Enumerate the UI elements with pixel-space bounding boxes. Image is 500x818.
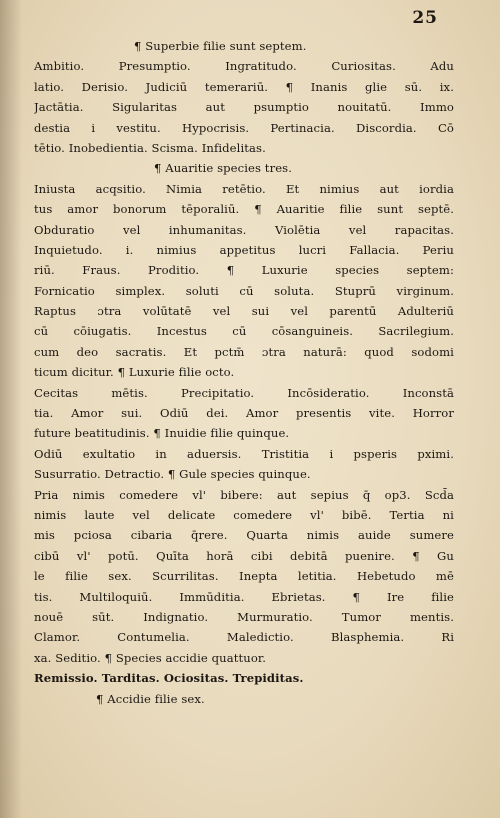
- text-line: ticum dicitur. ¶ Luxurie filie octo.: [34, 365, 235, 380]
- text-line: Pria nimis comedere vl' bibere: aut sepius q̄ op3. Scd̄a: [34, 487, 454, 502]
- text-line: cum deo sacratis. Et pctm̄ ɔtra naturā: quod sodomi: [34, 344, 454, 359]
- text-line: tētio. Inobedientia. Scisma. Infidelitas.: [34, 140, 266, 155]
- text-line: tia. Amor sui. Odiū dei. Amor presentis vite. Horror: [34, 406, 454, 421]
- text-line: Clamor. Contumelia. Maledictio. Blasphemia. Ri: [34, 630, 454, 645]
- text-line: latio. Derisio. Judiciū temerariū. ¶ Inanis glie sū. ix.: [34, 79, 454, 94]
- text-line: Fornicatio simplex. soluti cū soluta. Stuprū virginum.: [34, 283, 454, 298]
- text-line: tis. Multiloquiū. Immūditia. Ebrietas. ¶ Ire filie: [34, 589, 454, 604]
- text-line: cū cōiugatis. Incestus cū cōsanguineis. Sacrilegium.: [34, 324, 454, 339]
- text-line: mis pciosa cibaria q̄rere. Quarta nimis auide sumere: [34, 528, 454, 543]
- text-line: le filie sex. Scurrilitas. Inepta letitia. Hebetudo mē: [34, 569, 454, 584]
- text-line: Odiū exultatio in aduersis. Tristitia i psperis pximi.: [34, 446, 454, 461]
- text-line: Remissio. Tarditas. Ociositas. Trepiditas.: [34, 671, 304, 686]
- text-line: Raptus ɔtra volūtatē vel sui vel parentū Adulteriū: [34, 304, 454, 319]
- text-line: future beatitudinis. ¶ Inuidie filie quinque.: [34, 426, 290, 441]
- text-line: ¶ Accidie filie sex.: [96, 691, 205, 706]
- text-line: ¶ Superbie filie sunt septem.: [134, 39, 307, 53]
- text-line: riū. Fraus. Proditio. ¶ Luxurie species septem:: [34, 263, 454, 278]
- text-line: nouē sūt. Indignatio. Murmuratio. Tumor mentis.: [34, 609, 454, 624]
- text-line: ¶ Auaritie species tres.: [154, 161, 293, 176]
- text-line: destia i vestitu. Hypocrisis. Pertinacia. Discordia. Cō: [34, 120, 454, 135]
- folio-number: 25: [412, 8, 438, 28]
- text-line: cibū vl' potū. Quīta horā cibi debitā puenire. ¶ Gu: [34, 548, 454, 563]
- text-line: tus amor bonorum tēporaliū. ¶ Auaritie filie sunt septē.: [34, 202, 454, 217]
- text-line: xa. Seditio. ¶ Species accidie quattuor.: [34, 650, 267, 665]
- text-line: Susurratio. Detractio. ¶ Gule species quinque.: [34, 467, 311, 482]
- text-line: Jactātia. Sigularitas aut psumptio nouitatū. Immo: [34, 100, 454, 115]
- gutter-shadow: [0, 0, 22, 818]
- text-line: Inquietudo. i. nimius appetitus lucri Fallacia. Periu: [34, 242, 454, 257]
- text-block: [34, 36, 454, 709]
- text-line: Iniusta acqsitio. Nimia retētio. Et nimius aut iordia: [34, 181, 454, 196]
- text-line: Ambitio. Presumptio. Ingratitudo. Curiositas. Adu: [34, 59, 454, 74]
- text-line: Cecitas mētis. Precipitatio. Incōsideratio. Inconstā: [34, 385, 454, 400]
- text-line: nimis laute vel delicate comedere vl' bibē. Tertia ni: [34, 507, 454, 522]
- text-line: Obduratio vel inhumanitas. Violētia vel rapacitas.: [34, 222, 454, 237]
